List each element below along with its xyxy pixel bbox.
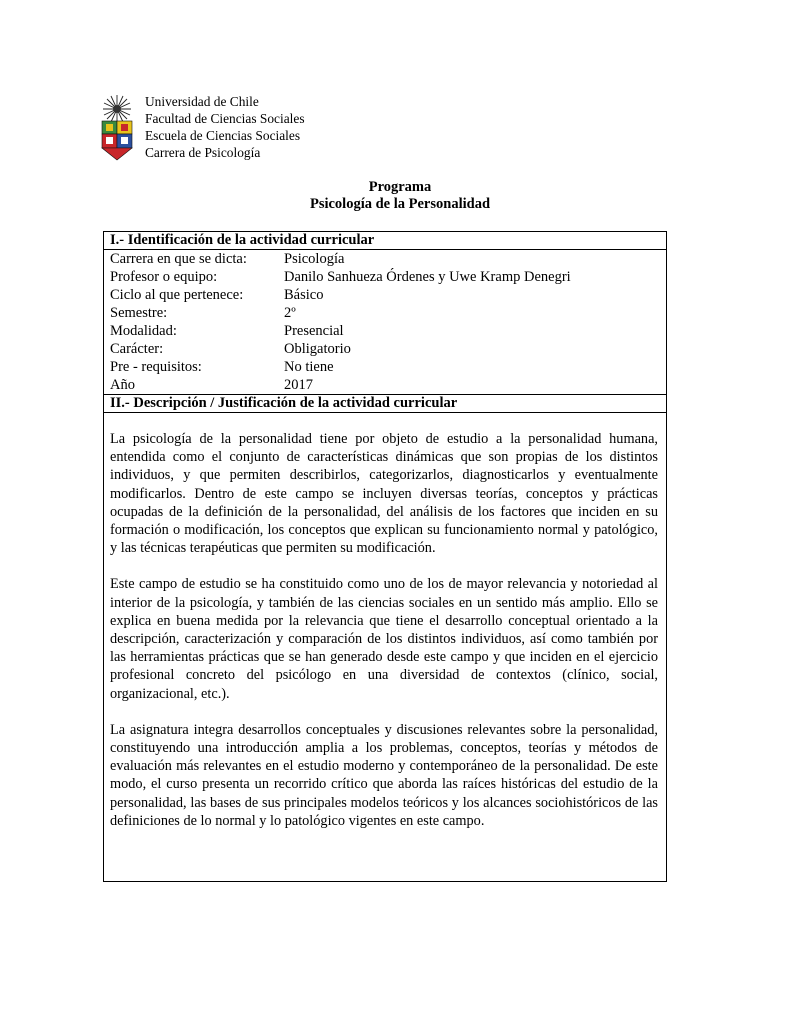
field-label: Año	[110, 377, 135, 393]
field-label: Modalidad:	[110, 323, 177, 339]
field-value: Danilo Sanhueza Órdenes y Uwe Kramp Denegri	[284, 269, 571, 285]
institution-faculty: Facultad de Ciencias Sociales	[145, 111, 305, 126]
field-value: Básico	[284, 287, 324, 303]
document-subtitle: Psicología de la Personalidad	[309, 196, 491, 212]
field-value: Psicología	[284, 251, 345, 267]
field-row-modalidad	[110, 322, 666, 340]
field-label: Carrera en que se dicta:	[110, 251, 247, 267]
section-2-heading: II.- Descripción / Justificación de la actividad curricular	[110, 395, 458, 411]
section-1-heading: I.- Identificación de la actividad curricular	[110, 232, 375, 248]
field-value: No tiene	[284, 359, 334, 375]
field-value: Presencial	[284, 323, 344, 339]
field-value: 2º	[284, 305, 296, 321]
field-label: Pre - requisitos:	[110, 359, 202, 375]
field-row-semestre	[110, 304, 666, 322]
field-value: 2017	[284, 377, 313, 393]
field-value: Obligatorio	[284, 341, 351, 357]
institution-university: Universidad de Chile	[145, 94, 259, 109]
field-row-profesor	[110, 268, 666, 286]
field-row-ano	[110, 376, 666, 394]
field-label: Profesor o equipo:	[110, 269, 218, 285]
field-row-ciclo	[110, 286, 666, 304]
document-title: Programa	[368, 179, 432, 195]
field-label: Ciclo al que pertenece:	[110, 287, 244, 303]
identification-fields	[104, 250, 666, 394]
institution-header	[145, 93, 305, 161]
field-row-prerequisitos	[110, 358, 666, 376]
description-paragraph: La psicología de la personalidad tiene por objeto de estudio a la personalidad humana, entendida como el conjunto de características dinámicas que son propias de los distintos individuos, y que permiten describirlos, categorizarlos, diagnosticarlos y eventualmente modificarlos. Dentro de este campo se incluyen diversas teorías, conceptos y prácticas ocupadas de la definición de la personalidad, del análisis de los factores que inciden en su formación o modificación, los conceptos que explican su funcionamiento normal y patológico, y las técnicas terapéuticas que permiten su modificación.	[110, 431, 658, 557]
description-paragraph: La asignatura integra desarrollos conceptuales y discusiones relevantes sobre la personalidad, constituyendo una introducción amplia a los problemas, conceptos, teorías y métodos de evaluación más relevantes en el estudio moderno y contemporáneo de la personalidad. De este modo, el curso presenta un recorrido crítico que aborda las raíces históricas del estudio de la personalidad, las bases de sus principales modelos teóricos y los alcances sociohistóricos de las definiciones de lo normal y lo patológico vigentes en este campo.	[110, 721, 658, 829]
field-row-caracter	[110, 340, 666, 358]
description-body	[104, 413, 666, 830]
field-label: Semestre:	[110, 305, 168, 321]
institution-school: Escuela de Ciencias Sociales	[145, 128, 301, 143]
field-row-carrera	[110, 250, 666, 268]
field-label: Carácter:	[110, 341, 164, 357]
curricular-table	[103, 231, 667, 882]
university-crest-icon	[98, 93, 136, 161]
institution-career: Carrera de Psicología	[145, 145, 261, 160]
description-paragraph: Este campo de estudio se ha constituido como uno de los de mayor relevancia y notoriedad al interior de la psicología, y también de las ciencias sociales en un sentido más amplio. Ello se explica en buena medida por la relevancia que tiene el desarrollo conceptual orientado a la descripción, caracterización y comparación de los distintos individuos, así como también por las herramientas prácticas que se han generado desde este campo y que inciden en el ejercicio profesional concreto del psicólogo en una diversidad de contextos (clínico, social, organizacional, etc.).	[110, 576, 658, 702]
